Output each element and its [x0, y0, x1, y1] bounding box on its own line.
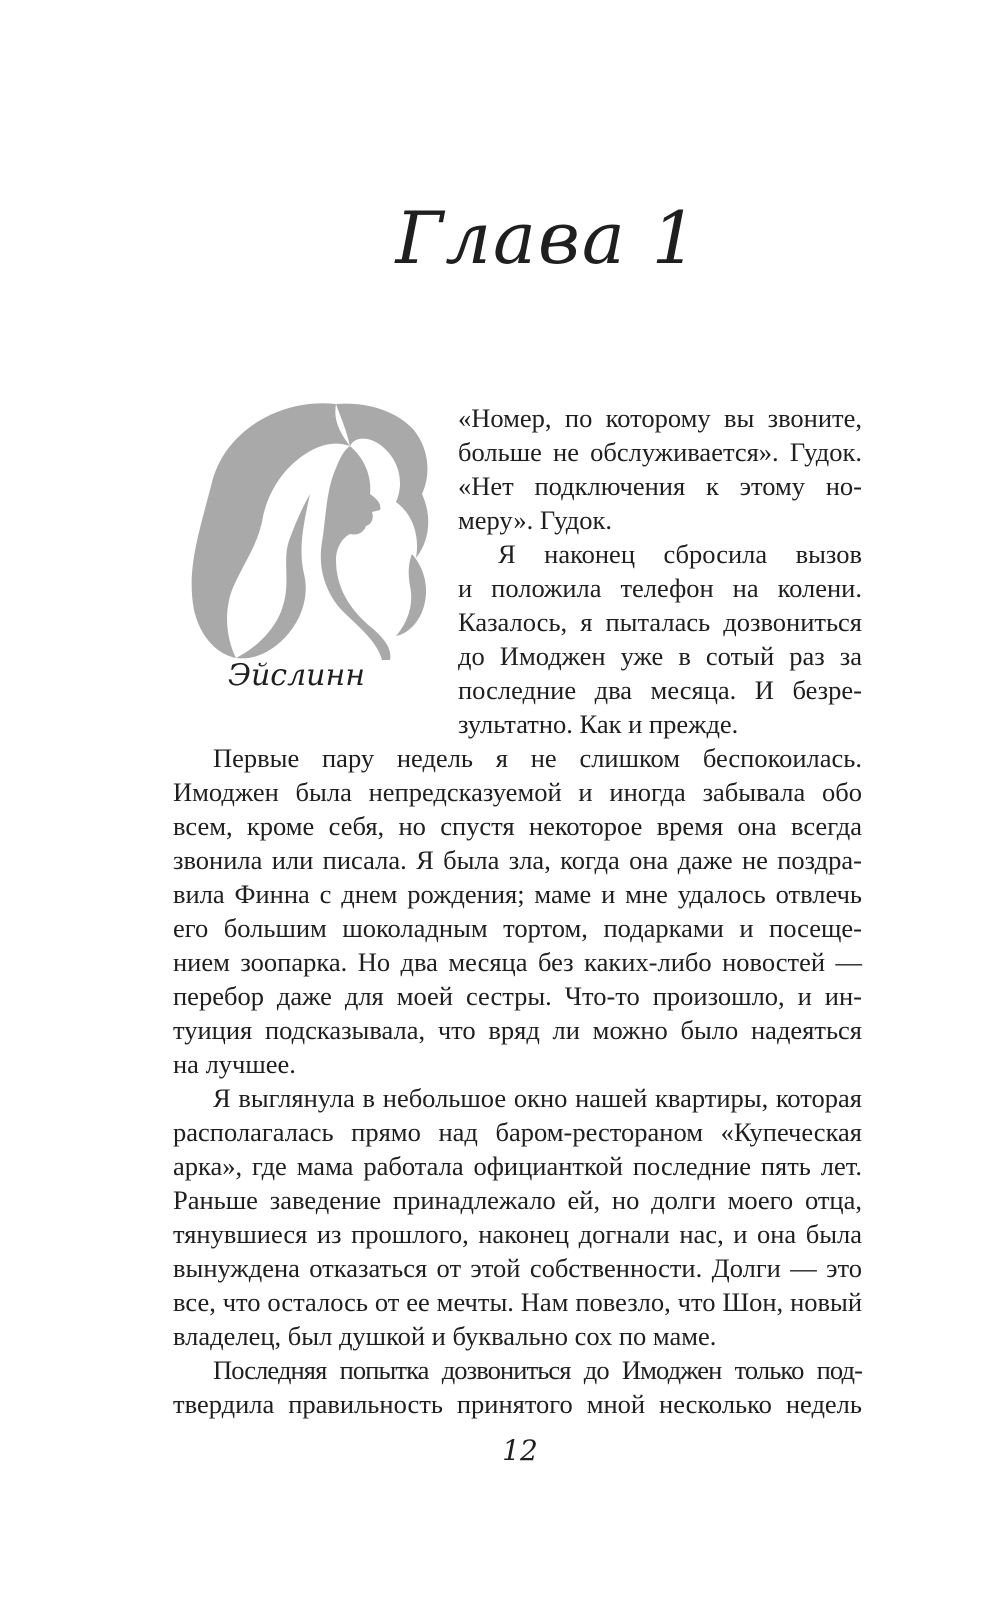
text-line: Имоджен была непредсказуемой и иногда забывала обо: [173, 777, 862, 807]
text-line: звонила или писала. Я была зла, когда она даже не поздра-: [173, 845, 862, 875]
text-line: Раньше заведение принадлежало ей, но долги моего отца,: [173, 1185, 862, 1215]
text-line: «Нет подключения к этому но-: [458, 471, 862, 501]
text-line: на лучшее.: [173, 1049, 296, 1079]
text-line: располагалась прямо над баром-рестораном «Купеческая: [173, 1117, 862, 1147]
text-line: твердила правильность принятого мной несколько недель: [173, 1389, 862, 1419]
text-line: Казалось, я пыталась дозвониться: [458, 607, 862, 637]
page-number: 12: [502, 1434, 538, 1467]
text-line: перебор даже для моей сестры. Что-то произошло, и ин-: [173, 981, 862, 1011]
text-line: и положила телефон на колени.: [458, 573, 862, 603]
text-line: до Имоджен уже в сотый раз за: [458, 641, 862, 671]
text-line: туиция подсказывала, что вряд ли можно было надеяться: [173, 1015, 862, 1045]
text-line: владелец, был душкой и буквально сох по маме.: [173, 1321, 717, 1351]
text-line: Последняя попытка дозвониться до Имоджен только под-: [213, 1355, 862, 1385]
text-line: Первые пару недель я не слишком беспокоилась.: [213, 743, 862, 773]
text-line: арка», где мама работала официанткой последние пять лет.: [173, 1151, 862, 1181]
text-line: меру». Гудок.: [458, 505, 612, 535]
text-line: все, что осталось от ее мечты. Нам повезло, что Шон, новый: [173, 1287, 862, 1317]
chapter-title: Глава 1: [395, 196, 700, 280]
text-line: вила Финна с днем рождения; маме и мне удалось отвлечь: [173, 879, 862, 909]
text-line: зультатно. Как и прежде.: [458, 709, 739, 739]
text-line: его большим шоколадным тортом, подарками и посеще-: [173, 913, 862, 943]
text-line: больше не обслуживается». Гудок.: [458, 437, 862, 467]
text-line: последние два месяца. И безре-: [458, 675, 862, 705]
text-line: вынуждена отказаться от этой собственности. Долги — это: [173, 1253, 862, 1283]
text-line: Я выглянула в небольшое окно нашей квартиры, которая: [213, 1083, 862, 1113]
woman-profile-long-hair-icon: [186, 398, 434, 660]
text-line: всем, кроме себя, но спустя некоторое время она всегда: [173, 811, 862, 841]
text-line: Я наконец сбросила вызов: [498, 539, 862, 569]
text-line: «Номер, по которому вы звоните,: [458, 403, 862, 433]
narrator-name: Эйслинн: [228, 658, 366, 693]
text-line: тянувшиеся из прошлого, наконец догнали нас, и она была: [173, 1219, 862, 1249]
text-line: нием зоопарка. Но два месяца без каких-либо новостей —: [173, 947, 862, 977]
